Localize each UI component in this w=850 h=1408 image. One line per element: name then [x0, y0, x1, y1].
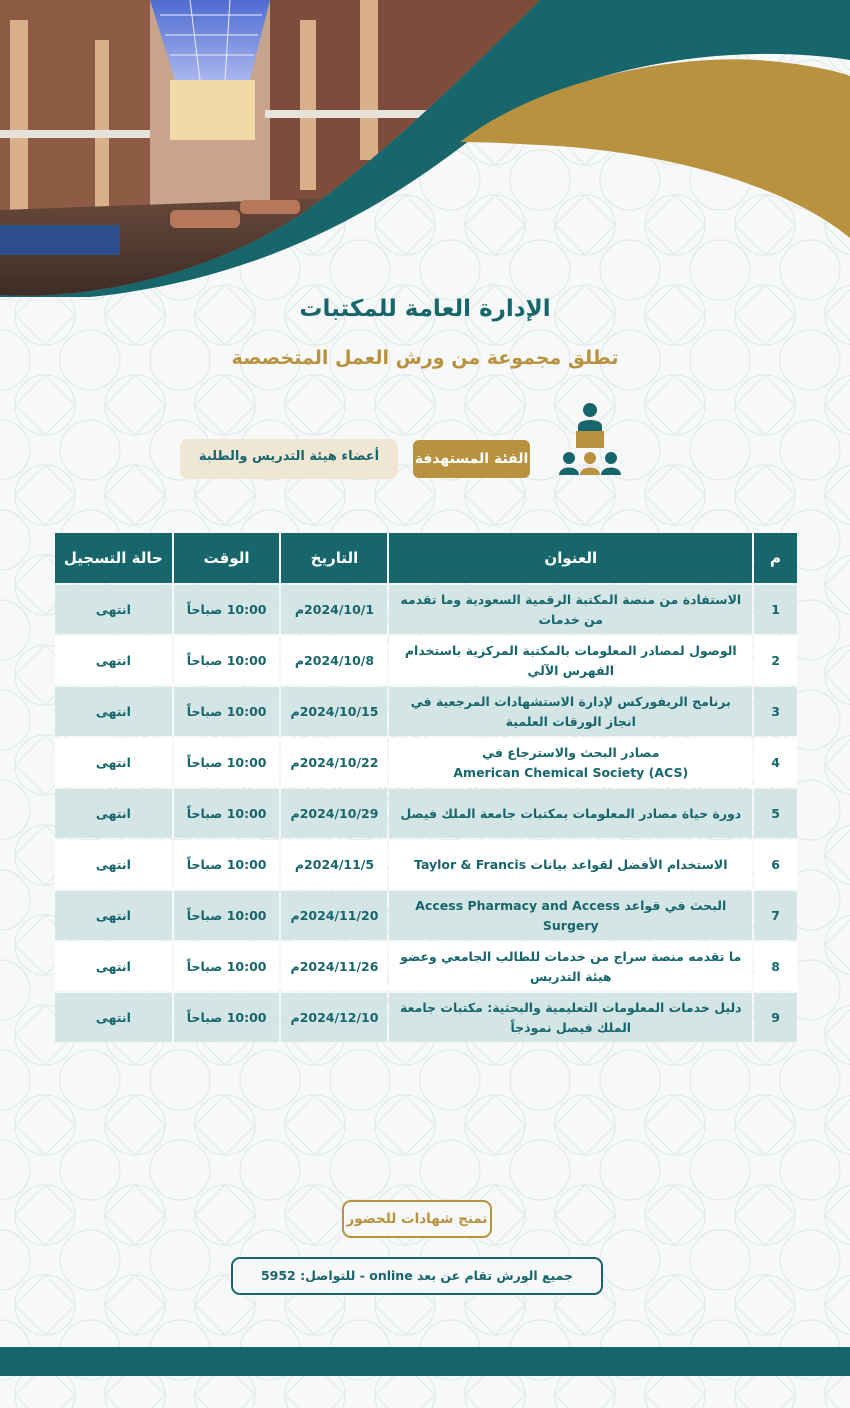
row-status: انتهى	[55, 789, 172, 838]
row-title: برنامج الريفوركس لإدارة الاستشهادات المرجعية في انجاز الورقات العلمية	[389, 687, 752, 736]
row-time: 10:00 صباحاً	[174, 789, 280, 838]
table-row	[55, 840, 797, 889]
row-date: 2024/12/10م	[281, 993, 387, 1042]
row-time: 10:00 صباحاً	[174, 891, 280, 940]
row-num: 3	[754, 687, 797, 736]
header-time: الوقت	[174, 533, 280, 583]
header-date: التاريخ	[281, 533, 387, 583]
table-row	[55, 942, 797, 991]
row-status: انتهى	[55, 687, 172, 736]
row-title: الاستخدام الأفضل لقواعد بيانات Taylor & Francis	[389, 840, 752, 889]
table-row	[55, 738, 797, 787]
row-title: مصادر البحث والاسترجاع في American Chemical Society (ACS)	[389, 738, 752, 787]
row-date: 2024/11/20م	[281, 891, 387, 940]
header-banner	[0, 0, 850, 300]
row-status: انتهى	[55, 942, 172, 991]
row-time: 10:00 صباحاً	[174, 840, 280, 889]
row-time: 10:00 صباحاً	[174, 738, 280, 787]
header-title: العنوان	[389, 533, 752, 583]
row-num: 1	[754, 585, 797, 634]
row-num: 9	[754, 993, 797, 1042]
row-status: انتهى	[55, 585, 172, 634]
row-status: انتهى	[55, 891, 172, 940]
row-date: 2024/11/5م	[281, 840, 387, 889]
table-header-row	[55, 533, 797, 583]
row-num: 6	[754, 840, 797, 889]
page-subtitle: تطلق مجموعة من ورش العمل المتخصصة	[231, 347, 619, 369]
certificates-badge: تمنح شهادات للحضور	[342, 1200, 492, 1238]
row-num: 5	[754, 789, 797, 838]
audience-label: الفئة المستهدفة	[413, 440, 530, 478]
row-title-en: American Chemical Society (ACS)	[453, 764, 689, 780]
row-title: الاستفادة من منصة المكتبة الرقمية السعودية وما تقدمه من خدمات	[389, 585, 752, 634]
header-status: حالة التسجيل	[55, 533, 172, 583]
row-title: الوصول لمصادر المعلومات بالمكتبة المركزية باستخدام الفهرس الآلي	[389, 636, 752, 685]
row-date: 2024/10/22م	[281, 738, 387, 787]
audience-presentation-icon	[557, 402, 623, 478]
footer-bar	[0, 1347, 850, 1376]
row-title: دليل خدمات المعلومات التعليمية والبحثية: مكتبات جامعة الملك فيصل نموذجاً	[389, 993, 752, 1042]
table-row	[55, 789, 797, 838]
row-num: 2	[754, 636, 797, 685]
row-title: دورة حياة مصادر المعلومات بمكتبات جامعة الملك فيصل	[389, 789, 752, 838]
table-row	[55, 585, 797, 634]
row-num: 7	[754, 891, 797, 940]
row-date: 2024/10/15م	[281, 687, 387, 736]
row-title: البحث في قواعد Access Pharmacy and Access Surgery	[389, 891, 752, 940]
row-time: 10:00 صباحاً	[174, 942, 280, 991]
header-num: م	[754, 533, 797, 583]
row-time: 10:00 صباحاً	[174, 993, 280, 1042]
row-status: انتهى	[55, 636, 172, 685]
row-date: 2024/11/26م	[281, 942, 387, 991]
table-row	[55, 891, 797, 940]
row-date: 2024/10/1م	[281, 585, 387, 634]
table-row	[55, 636, 797, 685]
page-title: الإدارة العامة للمكتبات	[299, 296, 551, 322]
library-atrium-photo	[0, 0, 560, 300]
row-date: 2024/10/29م	[281, 789, 387, 838]
row-num: 8	[754, 942, 797, 991]
row-status: انتهى	[55, 993, 172, 1042]
table-row	[55, 993, 797, 1042]
row-status: انتهى	[55, 840, 172, 889]
row-time: 10:00 صباحاً	[174, 636, 280, 685]
workshop-table	[53, 531, 799, 1044]
row-num: 4	[754, 738, 797, 787]
row-date: 2024/10/8م	[281, 636, 387, 685]
audience-value: أعضاء هيئة التدريس والطلبة	[180, 439, 398, 479]
table-row	[55, 687, 797, 736]
row-status: انتهى	[55, 738, 172, 787]
row-title: ما تقدمه منصة سراج من خدمات للطالب الجامعي وعضو هيئة التدريس	[389, 942, 752, 991]
contact-info-box: جميع الورش تقام عن بعد online - للتواصل: 5952	[231, 1257, 603, 1295]
row-time: 10:00 صباحاً	[174, 687, 280, 736]
row-time: 10:00 صباحاً	[174, 585, 280, 634]
